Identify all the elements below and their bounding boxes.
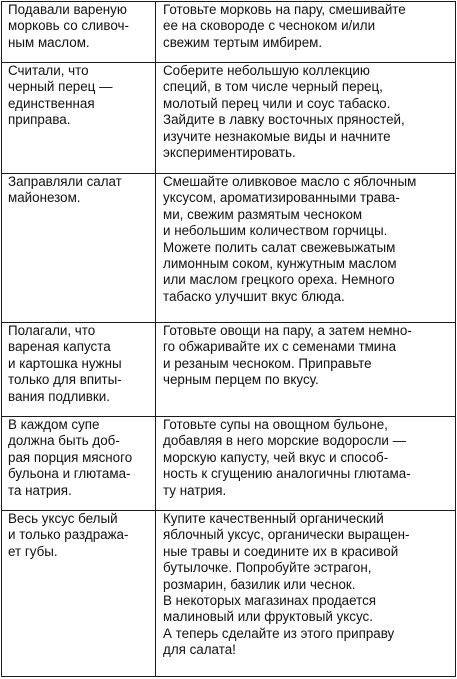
advice-line: малиновый или фруктовый уксус. bbox=[163, 609, 373, 625]
table-row bbox=[2, 323, 456, 417]
advice-line: и резаным чесноком. Приправьте bbox=[163, 355, 372, 371]
habit-line: должна быть доб- bbox=[8, 433, 120, 449]
advice-line: или маслом грецкого ореха. Немного bbox=[163, 272, 395, 288]
advice-line: Готовьте морковь на пару, смешивайте bbox=[163, 2, 406, 17]
habit-cell bbox=[2, 2, 156, 63]
habit-line: и картошка нужны bbox=[8, 355, 122, 371]
advice-line: Можете полить салат свежевыжатым bbox=[163, 239, 396, 255]
advice-cell bbox=[156, 63, 456, 174]
habit-line: вания подливки. bbox=[8, 388, 110, 404]
habit-line: майонезом. bbox=[8, 190, 81, 206]
advice-line: черным перцем по вкусу. bbox=[163, 372, 319, 388]
habit-cell bbox=[2, 417, 156, 511]
advice-line: Купите качественный органический bbox=[163, 511, 384, 526]
advice-line: лимонным соком, кунжутным маслом bbox=[163, 256, 397, 272]
habit-line: только для впиты- bbox=[8, 372, 122, 388]
advice-line: ту натрия. bbox=[163, 482, 227, 498]
advice-line: морскую капусту, чей вкус и способ- bbox=[163, 449, 389, 465]
table-row bbox=[2, 417, 456, 511]
advice-cell bbox=[156, 511, 456, 677]
advice-line: розмарин, базилик или чеснок. bbox=[163, 576, 356, 592]
advice-cell bbox=[156, 417, 456, 511]
habit-line: и только раздража- bbox=[8, 527, 129, 543]
habit-line: морковь со сливоч- bbox=[8, 18, 129, 34]
advice-line: ми, свежим размятым чесноком bbox=[163, 206, 363, 222]
habit-line: бульона и глютама- bbox=[8, 466, 131, 482]
advice-line: добавляя в него морские водоросли — bbox=[163, 433, 407, 449]
habit-line: та натрия. bbox=[8, 482, 72, 498]
advice-line: специй, в том числе черный перец, bbox=[163, 79, 383, 95]
habit-line: черный перец — bbox=[8, 79, 113, 95]
habit-line: Полагали, что bbox=[8, 323, 96, 338]
table-row bbox=[2, 511, 456, 677]
advice-table bbox=[1, 1, 456, 677]
habit-cell bbox=[2, 63, 156, 174]
advice-line: табаско улучшит вкус блюда. bbox=[163, 288, 345, 304]
advice-line: Смешайте оливковое масло с яблочным bbox=[163, 174, 417, 189]
advice-line: уксусом, ароматизированными трава- bbox=[163, 190, 400, 206]
habit-line: единственная bbox=[8, 95, 95, 111]
table-row bbox=[2, 174, 456, 323]
advice-cell bbox=[156, 174, 456, 323]
habit-line: рая порция мясного bbox=[8, 449, 133, 465]
habit-cell bbox=[2, 323, 156, 417]
table-row bbox=[2, 2, 456, 63]
advice-line: А теперь сделайте из этого приправу bbox=[163, 625, 395, 641]
advice-line: яблочный уксус, органически выращен- bbox=[163, 527, 410, 543]
advice-line: экспериментировать. bbox=[163, 145, 296, 161]
habit-line: Весь уксус белый bbox=[8, 511, 118, 526]
advice-line: го обжаривайте их с семенами тмина bbox=[163, 339, 397, 355]
advice-line: Готовьте овощи на пару, а затем немно- bbox=[163, 323, 412, 338]
habit-line: ет губы. bbox=[8, 543, 58, 559]
habit-line: Подавали вареную bbox=[8, 2, 127, 17]
habit-line: В каждом супе bbox=[8, 417, 100, 432]
advice-line: ее на сковороде с чесноком и/или bbox=[163, 18, 376, 34]
advice-line: изучите незнакомые виды и начните bbox=[163, 128, 391, 144]
habit-line: приправа. bbox=[8, 112, 71, 128]
advice-line: ность к сгущению аналогичны глютама- bbox=[163, 466, 411, 482]
habit-line: вареная капуста bbox=[8, 339, 111, 355]
table-row bbox=[2, 63, 456, 174]
advice-line: В некоторых магазинах продается bbox=[163, 593, 377, 609]
advice-line: молотый перец чили и соус табаско. bbox=[163, 95, 391, 111]
advice-cell bbox=[156, 2, 456, 63]
advice-line: бутылочке. Попробуйте эстрагон, bbox=[163, 560, 372, 576]
habit-line: ным маслом. bbox=[8, 34, 90, 50]
advice-line: и небольшим количеством горчицы. bbox=[163, 223, 388, 239]
habit-cell bbox=[2, 511, 156, 677]
advice-line: Зайдите в лавку восточных пряностей, bbox=[163, 112, 405, 128]
advice-line: для салата! bbox=[163, 642, 236, 658]
habit-line: Считали, что bbox=[8, 63, 89, 78]
advice-line: ные травы и соедините их в красивой bbox=[163, 543, 399, 559]
advice-line: Готовьте супы на овощном бульоне, bbox=[163, 417, 388, 432]
habit-line: Заправляли салат bbox=[8, 174, 122, 189]
advice-line: свежим тертым имбирем. bbox=[163, 34, 323, 50]
habit-cell bbox=[2, 174, 156, 323]
advice-cell bbox=[156, 323, 456, 417]
advice-line: Соберите небольшую коллекцию bbox=[163, 63, 370, 78]
